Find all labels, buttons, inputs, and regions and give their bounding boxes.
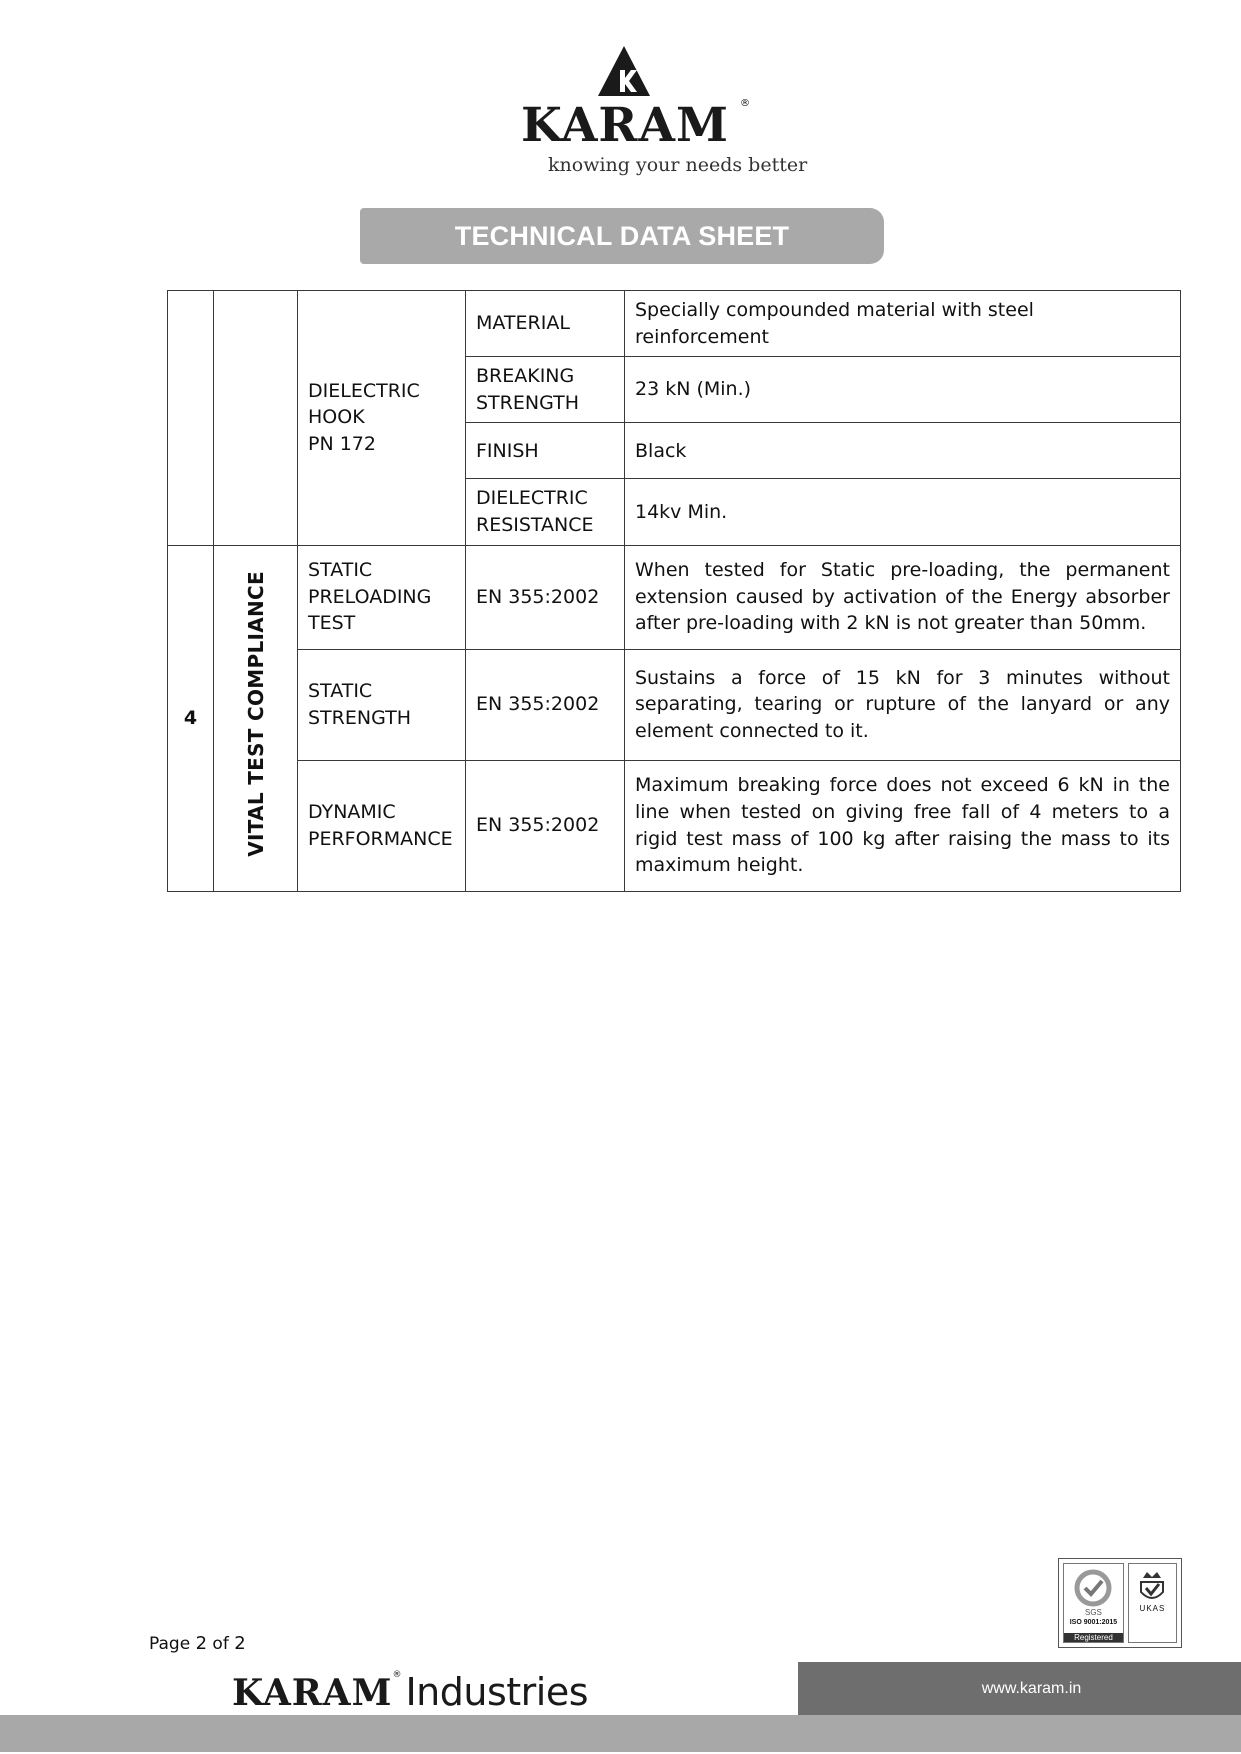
section-title: VITAL TEST COMPLIANCE xyxy=(243,571,268,858)
karam-logo-icon xyxy=(598,46,650,96)
property-value: Specially compounded material with steel reinforcement xyxy=(625,291,1181,357)
test-result: Sustains a force of 15 kN for 3 minutes without separating, tearing or rupture of the lanyard or any element connected to it. xyxy=(625,649,1181,760)
test-standard: EN 355:2002 xyxy=(466,760,625,891)
website-bar xyxy=(798,1662,1241,1715)
test-result: Maximum breaking force does not exceed 6 kN in the line when tested on giving free fall of 4 meters to a rigid test mass of 100 kg after raising the mass to its maximum height. xyxy=(625,760,1181,891)
property-value: 14kv Min. xyxy=(625,479,1181,545)
page-total: 2 xyxy=(234,1633,246,1654)
page-number xyxy=(149,1633,246,1654)
brand-name: KARAM xyxy=(521,98,729,153)
registered-mark: ® xyxy=(740,98,750,109)
footer-logo xyxy=(232,1664,588,1714)
brand-tagline: knowing your needs better xyxy=(548,154,808,176)
empty-cell xyxy=(214,291,298,546)
test-standard: EN 355:2002 xyxy=(466,545,625,649)
sgs-check-icon xyxy=(1073,1568,1113,1608)
page-prefix: Page xyxy=(149,1634,196,1654)
table-row xyxy=(168,545,1181,649)
test-name: DYNAMIC PERFORMANCE xyxy=(298,760,466,891)
ukas-badge xyxy=(1128,1563,1177,1643)
iso-label: ISO 9001:2015 xyxy=(1069,1619,1118,1626)
property-label: BREAKING STRENGTH xyxy=(466,357,625,423)
sgs-label: SGS xyxy=(1084,1608,1102,1617)
certification-badge xyxy=(1058,1558,1182,1648)
page-current: 2 xyxy=(195,1633,208,1654)
website-link[interactable]: www.karam.in xyxy=(981,1679,1082,1697)
property-label: FINISH xyxy=(466,423,625,479)
title-banner xyxy=(360,208,884,264)
bottom-bar xyxy=(0,1715,1241,1752)
section-number: 4 xyxy=(168,545,214,891)
table-row xyxy=(168,291,1181,357)
document-title: TECHNICAL DATA SHEET xyxy=(454,220,790,251)
section-title-cell xyxy=(214,545,298,891)
test-standard: EN 355:2002 xyxy=(466,649,625,760)
table-row xyxy=(168,649,1181,760)
header-logo xyxy=(0,40,1241,180)
component-name: DIELECTRIC HOOK PN 172 xyxy=(298,291,466,546)
test-name: STATIC PRELOADING TEST xyxy=(298,545,466,649)
property-label: MATERIAL xyxy=(466,291,625,357)
empty-cell xyxy=(168,291,214,546)
crown-check-icon xyxy=(1137,1570,1167,1604)
sgs-badge xyxy=(1063,1563,1124,1643)
table-row xyxy=(168,760,1181,891)
footer-registered-mark: ® xyxy=(392,1670,402,1680)
spec-table xyxy=(167,290,1181,892)
test-result: When tested for Static pre-loading, the permanent extension caused by activation of the Energy absorber after pre-loading with 2 kN is not greater than 50mm. xyxy=(625,545,1181,649)
test-name: STATIC STRENGTH xyxy=(298,649,466,760)
ukas-label: UKAS xyxy=(1139,1604,1166,1613)
property-label: DIELECTRIC RESISTANCE xyxy=(466,479,625,545)
property-value: 23 kN (Min.) xyxy=(625,357,1181,423)
footer-brand-suffix: Industries xyxy=(405,1670,589,1714)
property-value: Black xyxy=(625,423,1181,479)
registered-label: Registered xyxy=(1064,1633,1123,1642)
footer-brand: KARAM xyxy=(232,1672,393,1714)
page-mid: of xyxy=(207,1634,235,1654)
